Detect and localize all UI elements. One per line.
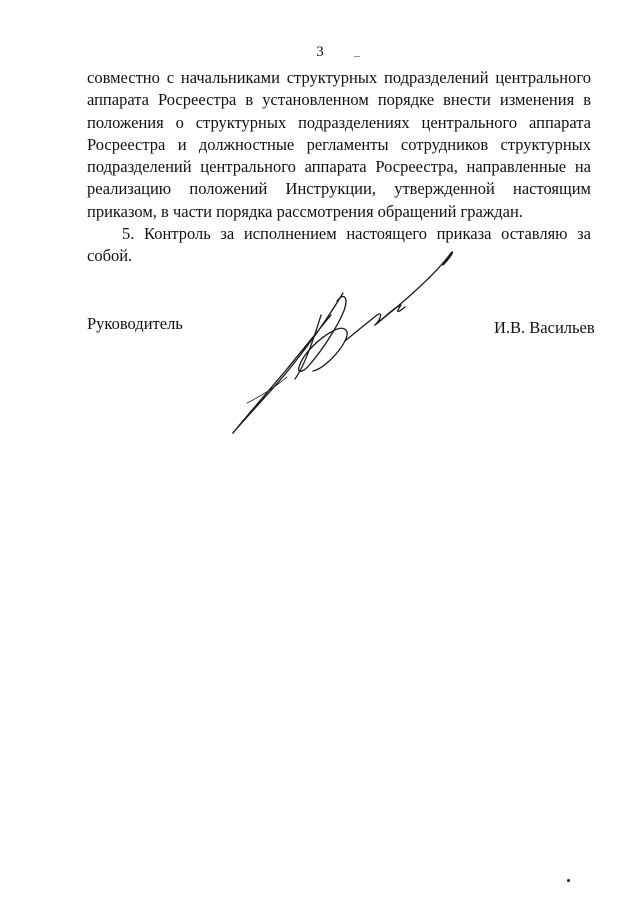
handwritten-signature — [225, 245, 460, 440]
document-body — [87, 67, 591, 268]
signatory-title: Руководитель — [87, 314, 183, 333]
signatory-name: И.В. Васильев — [494, 318, 595, 337]
scan-artifact-dash — [354, 56, 360, 57]
paragraph-continuation: совместно с начальниками структурных подразделений центрального аппарата Росреестра в установленном порядке внести изменения в положения о структурных подразделениях центрального аппарата Росреестра и должностные регламенты сотрудников структурных подразделений центрального аппарата Росреестра, направленные на реализацию положений Инструкции, утвержденной настоящим приказом, в части порядка рассмотрения обращений граждан. — [87, 68, 591, 221]
page-number: 3 — [316, 44, 324, 60]
paragraph-item-5: 5. Контроль за исполнением настоящего приказа оставляю за собой. — [87, 224, 591, 266]
scan-artifact-dot — [567, 879, 570, 882]
